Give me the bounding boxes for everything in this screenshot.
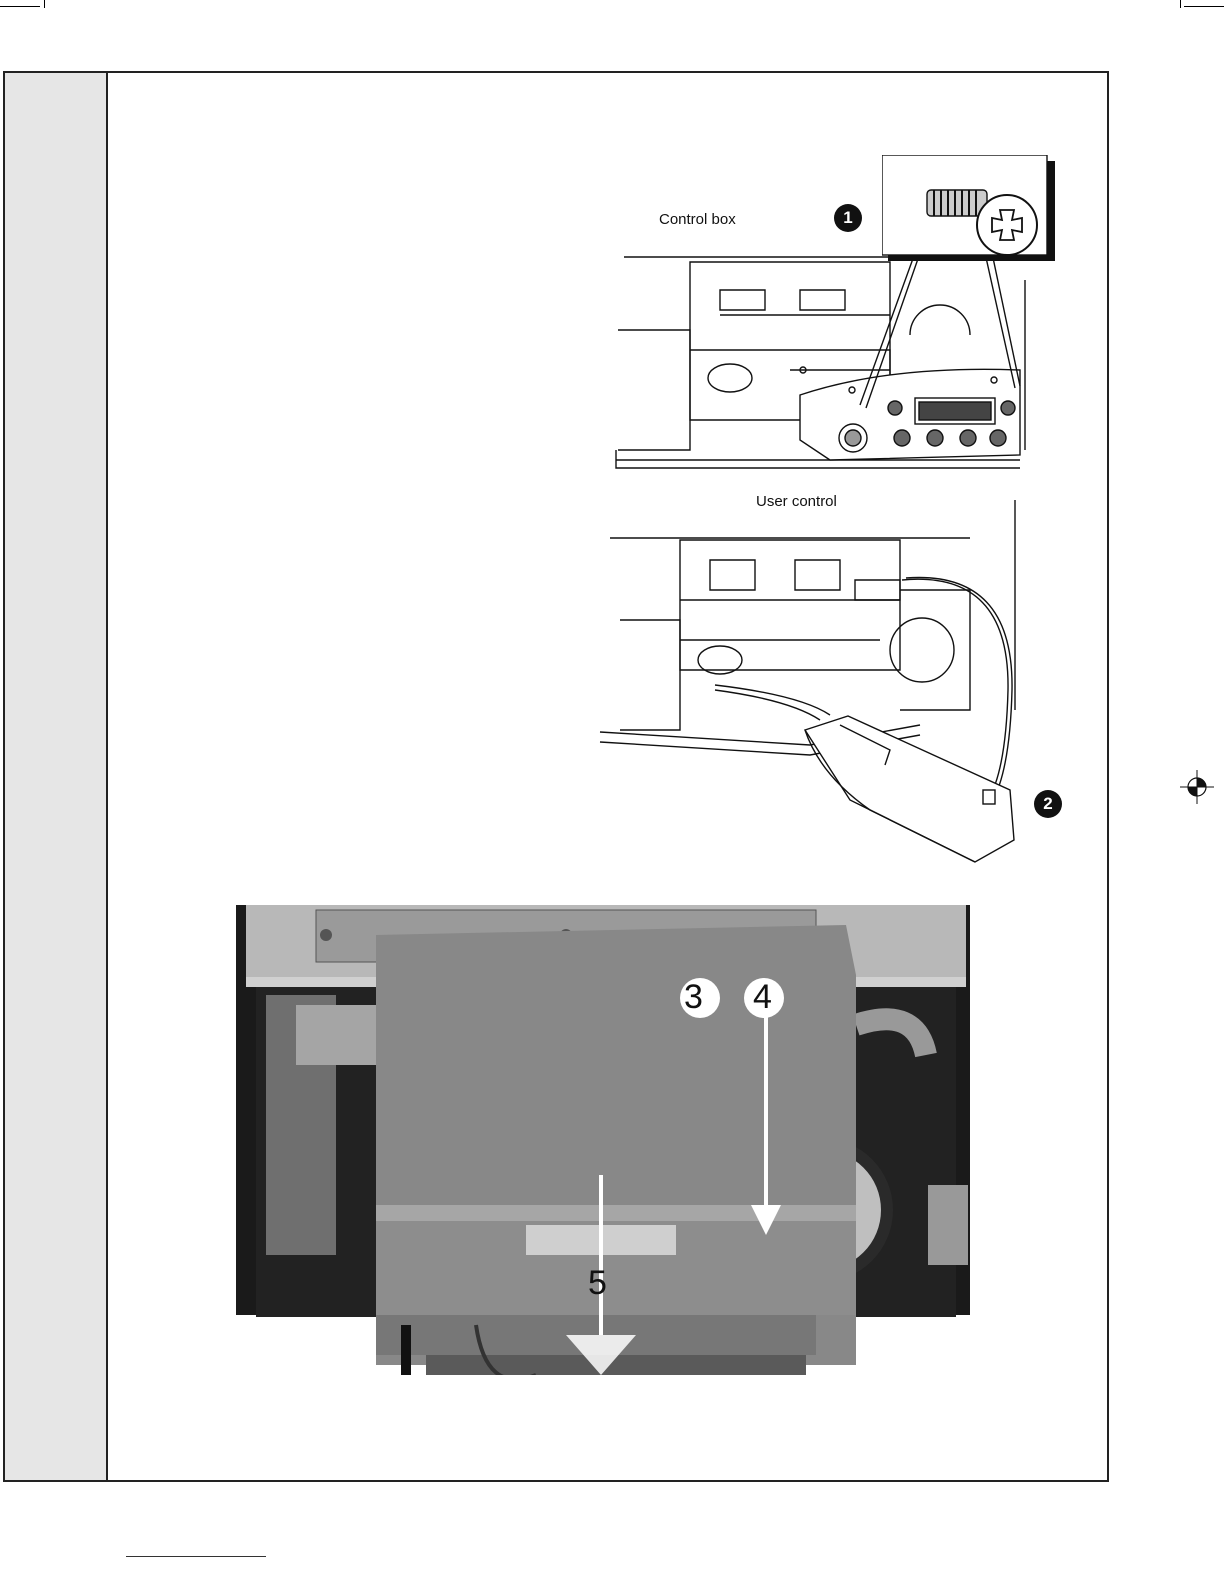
step-badge-1: 1 [834,204,862,232]
registration-mark-icon [1180,770,1214,804]
user-control-label: User control [756,493,837,510]
crop-mark-top-left-v [44,0,45,8]
step-badge-2: 2 [1034,790,1062,818]
footer-rule [126,1556,266,1557]
crop-mark-top-right [1184,6,1224,7]
control-box-label: Control box [659,211,736,228]
side-margin [5,73,108,1480]
screw-detail-inset [882,155,1057,263]
crop-mark-top-right-v [1180,0,1181,8]
step-label-4: 4 [753,978,772,1016]
crop-mark-top-left [0,6,40,7]
step-label-3: 3 [684,978,703,1016]
step-label-5: 5 [588,1264,607,1302]
boiler-interior-photo [236,905,970,1405]
